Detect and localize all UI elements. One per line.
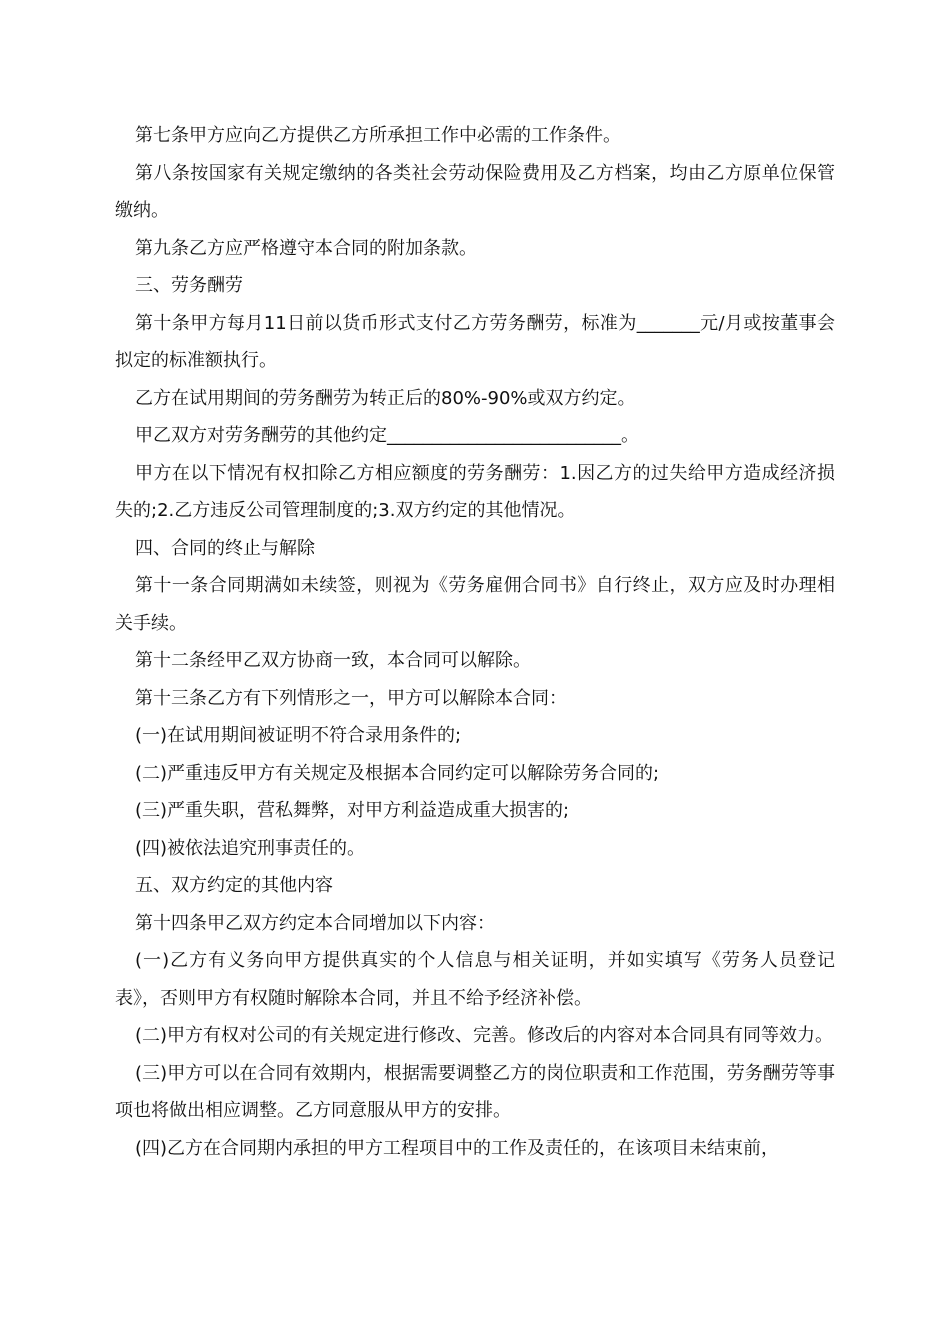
section-heading-4: 四、合同的终止与解除 [135, 537, 315, 559]
clause-13-item-3: (三)严重失职，营私舞弊，对甲方利益造成重大损害的; [135, 800, 570, 821]
section-heading-5: 五、双方约定的其他内容 [135, 875, 333, 896]
clause-14: 第十四条甲乙双方约定本合同增加以下内容： [135, 912, 495, 934]
clause-9: 第九条乙方应严格遵守本合同的附加条款。 [135, 237, 477, 259]
clause-14-item-2: (二)甲方有权对公司的有关规定进行修改、完善。修改后的内容对本合同具有同等效力。 [135, 1025, 834, 1046]
contract-body [115, 117, 835, 1167]
clause-14-item-1: (一)乙方有义务向甲方提供真实的个人信息与相关证明，并如实填写《劳务人员登记表》，否则甲方有权随时解除本合同，并且不给予经济补偿。 [115, 950, 835, 1009]
clause-12: 第十二条经甲乙双方协商一致，本合同可以解除。 [135, 650, 531, 671]
section-heading-3: 三、劳务酬劳 [135, 275, 243, 296]
other-pay-agreement-paragraph: 甲乙双方对劳务酬劳的其他约定__________________________。 [135, 425, 639, 446]
clause-14-item-3: (三)甲方可以在合同有效期内，根据需要调整乙方的岗位职责和工作范围，劳务酬劳等事项也将做出相应调整。乙方同意服从甲方的安排。 [115, 1062, 835, 1121]
clause-7: 第七条甲方应向乙方提供乙方所承担工作中必需的工作条件。 [135, 125, 621, 146]
clause-13-item-4: (四)被依法追究刑事责任的。 [135, 837, 366, 859]
clause-14-item-4: (四)乙方在合同期内承担的甲方工程项目中的工作及责任的，在该项目未结束前， [135, 1137, 780, 1159]
clause-13-item-2: (二)严重违反甲方有关规定及根据本合同约定可以解除劳务合同的; [135, 762, 660, 784]
probation-pay-paragraph: 乙方在试用期间的劳务酬劳为转正后的80%-90%或双方约定。 [135, 387, 636, 409]
clause-11: 第十一条合同期满如未续签，则视为《劳务雇佣合同书》自行终止，双方应及时办理相关手续。 [115, 575, 835, 634]
pay-deduction-paragraph: 甲方在以下情况有权扣除乙方相应额度的劳务酬劳：1.因乙方的过失给甲方造成经济损失的;2.乙方违反公司管理制度的;3.双方约定的其他情况。 [115, 462, 835, 521]
clause-10: 第十条甲方每月11日前以货币形式支付乙方劳务酬劳，标准为_______元/月或按董事会拟定的标准额执行。 [115, 312, 835, 371]
clause-13: 第十三条乙方有下列情形之一，甲方可以解除本合同： [135, 687, 567, 709]
clause-13-item-1: (一)在试用期间被证明不符合录用条件的; [135, 725, 462, 746]
clause-8: 第八条按国家有关规定缴纳的各类社会劳动保险费用及乙方档案，均由乙方原单位保管缴纳。 [115, 162, 835, 221]
